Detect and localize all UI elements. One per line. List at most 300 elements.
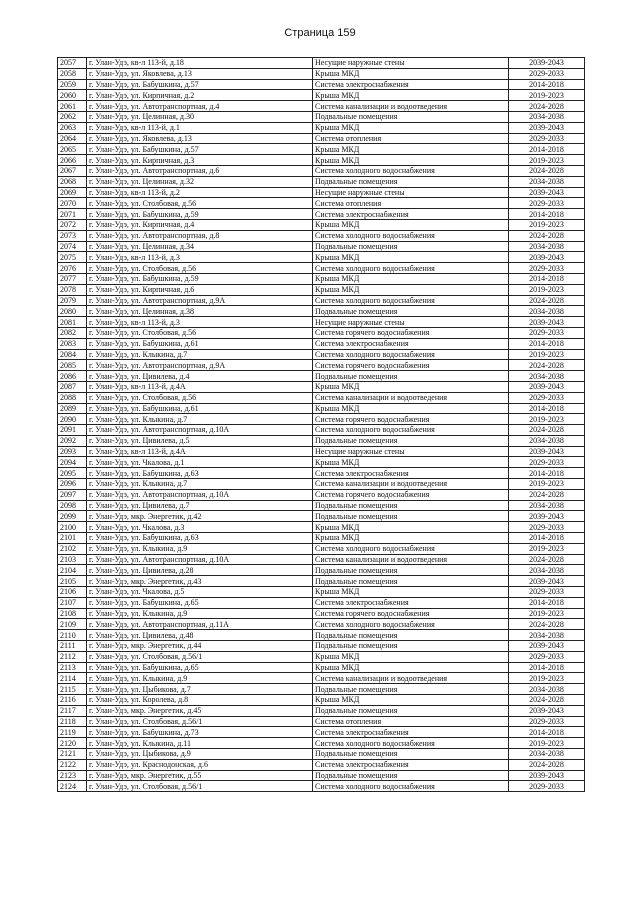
row-number: 2097 [58, 489, 87, 500]
work-type-cell: Крыша МКД [313, 252, 509, 263]
address-cell: г. Улан-Удэ, ул. Автотранспортная, д.4 [87, 101, 313, 112]
period-cell: 2024-2028 [509, 360, 585, 371]
row-number: 2117 [58, 705, 87, 716]
address-cell: г. Улан-Удэ, ул. Чкалова, д.1 [87, 457, 313, 468]
table-row [58, 58, 585, 69]
table-row [58, 317, 585, 328]
work-type-cell: Система отопления [313, 716, 509, 727]
table-row [58, 468, 585, 479]
row-number: 2110 [58, 630, 87, 641]
table-row [58, 327, 585, 338]
work-type-cell: Система холодного водоснабжения [313, 230, 509, 241]
address-cell: г. Улан-Удэ, ул. Автотранспортная, д.8 [87, 230, 313, 241]
row-number: 2066 [58, 155, 87, 166]
work-type-cell: Крыша МКД [313, 219, 509, 230]
period-cell: 2024-2028 [509, 101, 585, 112]
address-cell: г. Улан-Удэ, мкр. Энергетик, д.45 [87, 705, 313, 716]
address-cell: г. Улан-Удэ, ул. Королева, д.8 [87, 695, 313, 706]
work-type-cell: Несущие наружные стены [313, 58, 509, 69]
address-cell: г. Улан-Удэ, ул. Кирпичная, д.4 [87, 219, 313, 230]
row-number: 2086 [58, 371, 87, 382]
period-cell: 2019-2023 [509, 155, 585, 166]
period-cell: 2024-2028 [509, 554, 585, 565]
row-number: 2068 [58, 176, 87, 187]
period-cell: 2039-2043 [509, 252, 585, 263]
period-cell: 2029-2033 [509, 392, 585, 403]
period-cell: 2034-2038 [509, 749, 585, 760]
address-cell: г. Улан-Удэ, ул. Цыбикова, д.7 [87, 684, 313, 695]
work-type-cell: Крыша МКД [313, 457, 509, 468]
table-row [58, 435, 585, 446]
work-type-cell: Система канализации и водоотведения [313, 392, 509, 403]
table-row [58, 273, 585, 284]
table-row [58, 111, 585, 122]
row-number: 2059 [58, 79, 87, 90]
address-cell: г. Улан-Удэ, ул. Цивилева, д.48 [87, 630, 313, 641]
row-number: 2103 [58, 554, 87, 565]
period-cell: 2024-2028 [509, 619, 585, 630]
work-type-cell: Система горячего водоснабжения [313, 608, 509, 619]
period-cell: 2039-2043 [509, 317, 585, 328]
address-cell: г. Улан-Удэ, мкр. Энергетик, д.44 [87, 641, 313, 652]
table-row [58, 662, 585, 673]
period-cell: 2014-2018 [509, 468, 585, 479]
period-cell: 2034-2038 [509, 241, 585, 252]
work-type-cell: Система электроснабжения [313, 759, 509, 770]
period-cell: 2014-2018 [509, 79, 585, 90]
address-cell: г. Улан-Удэ, ул. Цивилева, д.7 [87, 500, 313, 511]
table-row [58, 522, 585, 533]
table-row [58, 165, 585, 176]
row-number: 2081 [58, 317, 87, 328]
address-cell: г. Улан-Удэ, ул. Цивилева, д.5 [87, 435, 313, 446]
work-type-cell: Подвальные помещения [313, 176, 509, 187]
period-cell: 2034-2038 [509, 565, 585, 576]
period-cell: 2029-2033 [509, 327, 585, 338]
row-number: 2076 [58, 263, 87, 274]
period-cell: 2014-2018 [509, 403, 585, 414]
table-row [58, 79, 585, 90]
table-row [58, 716, 585, 727]
table-row [58, 597, 585, 608]
work-type-cell: Подвальные помещения [313, 241, 509, 252]
address-cell: г. Улан-Удэ, ул. Столбовая, д.56/1 [87, 651, 313, 662]
row-number: 2111 [58, 641, 87, 652]
period-cell: 2039-2043 [509, 705, 585, 716]
table-row [58, 295, 585, 306]
work-type-cell: Система электроснабжения [313, 727, 509, 738]
work-type-cell: Крыша МКД [313, 662, 509, 673]
row-number: 2075 [58, 252, 87, 263]
period-cell: 2024-2028 [509, 759, 585, 770]
work-type-cell: Несущие наружные стены [313, 317, 509, 328]
work-type-cell: Крыша МКД [313, 403, 509, 414]
period-cell: 2019-2023 [509, 90, 585, 101]
row-number: 2080 [58, 306, 87, 317]
address-cell: г. Улан-Удэ, ул. Столбовая, д.56 [87, 263, 313, 274]
table-row [58, 338, 585, 349]
work-type-cell: Крыша МКД [313, 155, 509, 166]
address-cell: г. Улан-Удэ, ул. Целинная, д.30 [87, 111, 313, 122]
period-cell: 2019-2023 [509, 608, 585, 619]
row-number: 2123 [58, 770, 87, 781]
table-row [58, 403, 585, 414]
row-number: 2094 [58, 457, 87, 468]
address-cell: г. Улан-Удэ, ул. Автотранспортная, д.10А [87, 489, 313, 500]
row-number: 2121 [58, 749, 87, 760]
address-cell: г. Улан-Удэ, ул. Кирпичная, д.3 [87, 155, 313, 166]
page-title: Страница 159 [284, 27, 356, 39]
work-type-cell: Крыша МКД [313, 284, 509, 295]
row-number: 2099 [58, 511, 87, 522]
row-number: 2107 [58, 597, 87, 608]
period-cell: 2024-2028 [509, 230, 585, 241]
row-number: 2058 [58, 68, 87, 79]
row-number: 2079 [58, 295, 87, 306]
period-cell: 2029-2033 [509, 651, 585, 662]
work-type-cell: Крыша МКД [313, 533, 509, 544]
address-cell: г. Улан-Удэ, мкр. Энергетик, д.43 [87, 576, 313, 587]
row-number: 2067 [58, 165, 87, 176]
address-cell: г. Улан-Удэ, ул. Клыкина, д.7 [87, 414, 313, 425]
table-row [58, 381, 585, 392]
row-number: 2101 [58, 533, 87, 544]
work-type-cell: Подвальные помещения [313, 306, 509, 317]
table-row [58, 479, 585, 490]
address-cell: г. Улан-Удэ, ул. Бабушкина, д.61 [87, 338, 313, 349]
work-type-cell: Подвальные помещения [313, 641, 509, 652]
table-row [58, 68, 585, 79]
period-cell: 2029-2033 [509, 198, 585, 209]
period-cell: 2034-2038 [509, 684, 585, 695]
address-cell: г. Улан-Удэ, ул. Цивилева, д.28 [87, 565, 313, 576]
row-number: 2108 [58, 608, 87, 619]
row-number: 2087 [58, 381, 87, 392]
table-row [58, 684, 585, 695]
address-cell: г. Улан-Удэ, мкр. Энергетик, д.42 [87, 511, 313, 522]
work-type-cell: Крыша МКД [313, 90, 509, 101]
address-cell: г. Улан-Удэ, ул. Клыкина, д.11 [87, 738, 313, 749]
period-cell: 2039-2043 [509, 381, 585, 392]
period-cell: 2034-2038 [509, 630, 585, 641]
address-cell: г. Улан-Удэ, ул. Клыкина, д.7 [87, 479, 313, 490]
period-cell: 2039-2043 [509, 770, 585, 781]
work-type-cell: Система электроснабжения [313, 338, 509, 349]
period-cell: 2039-2043 [509, 58, 585, 69]
table-row [58, 230, 585, 241]
row-number: 2096 [58, 479, 87, 490]
work-type-cell: Подвальные помещения [313, 565, 509, 576]
period-cell: 2019-2023 [509, 349, 585, 360]
period-cell: 2014-2018 [509, 533, 585, 544]
period-cell: 2029-2033 [509, 522, 585, 533]
table-row [58, 101, 585, 112]
work-type-cell: Система канализации и водоотведения [313, 673, 509, 684]
table-row [58, 489, 585, 500]
period-cell: 2019-2023 [509, 414, 585, 425]
table-row [58, 738, 585, 749]
period-cell: 2029-2033 [509, 781, 585, 792]
work-type-cell: Несущие наружные стены [313, 446, 509, 457]
row-number: 2113 [58, 662, 87, 673]
address-cell: г. Улан-Удэ, ул. Клыкина, д.7 [87, 349, 313, 360]
period-cell: 2019-2023 [509, 219, 585, 230]
table-row [58, 371, 585, 382]
period-cell: 2039-2043 [509, 641, 585, 652]
work-type-cell: Система холодного водоснабжения [313, 349, 509, 360]
table-row [58, 630, 585, 641]
work-type-cell: Система холодного водоснабжения [313, 425, 509, 436]
work-type-cell: Система отопления [313, 133, 509, 144]
address-cell: г. Улан-Удэ, ул. Бабушкина, д.57 [87, 144, 313, 155]
period-cell: 2039-2043 [509, 576, 585, 587]
row-number: 2089 [58, 403, 87, 414]
table-row [58, 727, 585, 738]
work-type-cell: Система отопления [313, 198, 509, 209]
address-cell: г. Улан-Удэ, ул. Целинная, д.32 [87, 176, 313, 187]
address-cell: г. Улан-Удэ, ул. Столбовая, д.56 [87, 392, 313, 403]
table-row [58, 187, 585, 198]
row-number: 2065 [58, 144, 87, 155]
row-number: 2064 [58, 133, 87, 144]
address-cell: г. Улан-Удэ, ул. Цыбикова, д.9 [87, 749, 313, 760]
row-number: 2072 [58, 219, 87, 230]
row-number: 2102 [58, 543, 87, 554]
table-row [58, 392, 585, 403]
row-number: 2112 [58, 651, 87, 662]
table-row [58, 457, 585, 468]
table-row [58, 90, 585, 101]
work-type-cell: Система холодного водоснабжения [313, 543, 509, 554]
row-number: 2088 [58, 392, 87, 403]
work-type-cell: Система электроснабжения [313, 597, 509, 608]
work-type-cell: Крыша МКД [313, 273, 509, 284]
work-type-cell: Крыша МКД [313, 144, 509, 155]
work-type-cell: Подвальные помещения [313, 749, 509, 760]
work-type-cell: Подвальные помещения [313, 435, 509, 446]
work-type-cell: Подвальные помещения [313, 371, 509, 382]
address-cell: г. Улан-Удэ, ул. Яковлева, д.13 [87, 68, 313, 79]
period-cell: 2029-2033 [509, 133, 585, 144]
work-type-cell: Подвальные помещения [313, 705, 509, 716]
address-cell: г. Улан-Удэ, ул. Клыкина, д.9 [87, 673, 313, 684]
table-row [58, 749, 585, 760]
work-type-cell: Система горячего водоснабжения [313, 360, 509, 371]
work-type-cell: Подвальные помещения [313, 500, 509, 511]
row-number: 2119 [58, 727, 87, 738]
address-cell: г. Улан-Удэ, ул. Бабушкина, д.65 [87, 662, 313, 673]
address-cell: г. Улан-Удэ, кв-л 113-й, д.4А [87, 446, 313, 457]
table-row [58, 781, 585, 792]
table-row [58, 176, 585, 187]
table-row [58, 511, 585, 522]
address-cell: г. Улан-Удэ, кв-л 113-й, д.3 [87, 252, 313, 263]
address-cell: г. Улан-Удэ, ул. Автотранспортная, д.11А [87, 619, 313, 630]
table-row [58, 306, 585, 317]
table-row [58, 144, 585, 155]
period-cell: 2019-2023 [509, 738, 585, 749]
address-cell: г. Улан-Удэ, ул. Кирпичная, д.2 [87, 90, 313, 101]
address-cell: г. Улан-Удэ, ул. Бабушкина, д.65 [87, 597, 313, 608]
row-number: 2105 [58, 576, 87, 587]
period-cell: 2014-2018 [509, 338, 585, 349]
table-row [58, 651, 585, 662]
work-type-cell: Система канализации и водоотведения [313, 479, 509, 490]
period-cell: 2029-2033 [509, 68, 585, 79]
address-cell: г. Улан-Удэ, ул. Столбовая, д.56 [87, 327, 313, 338]
row-number: 2070 [58, 198, 87, 209]
row-number: 2109 [58, 619, 87, 630]
row-number: 2060 [58, 90, 87, 101]
table-row [58, 425, 585, 436]
work-type-cell: Система горячего водоснабжения [313, 414, 509, 425]
table-row [58, 554, 585, 565]
row-number: 2069 [58, 187, 87, 198]
work-type-cell: Подвальные помещения [313, 576, 509, 587]
address-cell: г. Улан-Удэ, ул. Автотранспортная, д.10А [87, 554, 313, 565]
table-row [58, 695, 585, 706]
table-row [58, 446, 585, 457]
row-number: 2120 [58, 738, 87, 749]
table-row [58, 770, 585, 781]
period-cell: 2019-2023 [509, 673, 585, 684]
table-row [58, 576, 585, 587]
table-row [58, 543, 585, 554]
row-number: 2092 [58, 435, 87, 446]
work-type-cell: Система холодного водоснабжения [313, 295, 509, 306]
row-number: 2124 [58, 781, 87, 792]
address-cell: г. Улан-Удэ, ул. Бабушкина, д.57 [87, 79, 313, 90]
work-type-cell: Система холодного водоснабжения [313, 165, 509, 176]
table-row [58, 533, 585, 544]
row-number: 2078 [58, 284, 87, 295]
address-cell: г. Улан-Удэ, кв-л 113-й, д.4А [87, 381, 313, 392]
row-number: 2116 [58, 695, 87, 706]
row-number: 2085 [58, 360, 87, 371]
work-type-cell: Система горячего водоснабжения [313, 489, 509, 500]
period-cell: 2024-2028 [509, 165, 585, 176]
row-number: 2106 [58, 587, 87, 598]
address-cell: г. Улан-Удэ, ул. Цивилева, д.4 [87, 371, 313, 382]
period-cell: 2019-2023 [509, 284, 585, 295]
address-cell: г. Улан-Удэ, кв-л 113-й, д.18 [87, 58, 313, 69]
address-cell: г. Улан-Удэ, ул. Столбовая, д.56/1 [87, 716, 313, 727]
row-number: 2057 [58, 58, 87, 69]
row-number: 2093 [58, 446, 87, 457]
address-cell: г. Улан-Удэ, ул. Столбовая, д.56 [87, 198, 313, 209]
work-type-cell: Несущие наружные стены [313, 187, 509, 198]
row-number: 2090 [58, 414, 87, 425]
row-number: 2098 [58, 500, 87, 511]
repair-schedule-table [57, 57, 585, 792]
work-type-cell: Система электроснабжения [313, 209, 509, 220]
table-row [58, 241, 585, 252]
period-cell: 2039-2043 [509, 122, 585, 133]
work-type-cell: Крыша МКД [313, 587, 509, 598]
table-row [58, 133, 585, 144]
work-type-cell: Система электроснабжения [313, 79, 509, 90]
row-number: 2091 [58, 425, 87, 436]
row-number: 2104 [58, 565, 87, 576]
work-type-cell: Подвальные помещения [313, 111, 509, 122]
address-cell: г. Улан-Удэ, ул. Автотранспортная, д.6 [87, 165, 313, 176]
row-number: 2071 [58, 209, 87, 220]
work-type-cell: Система холодного водоснабжения [313, 781, 509, 792]
work-type-cell: Система холодного водоснабжения [313, 738, 509, 749]
table-row [58, 209, 585, 220]
table-row [58, 349, 585, 360]
address-cell: г. Улан-Удэ, ул. Бабушкина, д.73 [87, 727, 313, 738]
table-row [58, 619, 585, 630]
period-cell: 2024-2028 [509, 295, 585, 306]
period-cell: 2034-2038 [509, 111, 585, 122]
period-cell: 2034-2038 [509, 306, 585, 317]
work-type-cell: Крыша МКД [313, 695, 509, 706]
table-row [58, 705, 585, 716]
address-cell: г. Улан-Удэ, ул. Бабушкина, д.59 [87, 273, 313, 284]
row-number: 2083 [58, 338, 87, 349]
table-row [58, 587, 585, 598]
period-cell: 2029-2033 [509, 716, 585, 727]
table-row [58, 122, 585, 133]
table-row [58, 608, 585, 619]
period-cell: 2024-2028 [509, 695, 585, 706]
period-cell: 2029-2033 [509, 263, 585, 274]
row-number: 2073 [58, 230, 87, 241]
address-cell: г. Улан-Удэ, ул. Целинная, д.34 [87, 241, 313, 252]
table-row [58, 759, 585, 770]
work-type-cell: Подвальные помещения [313, 511, 509, 522]
address-cell: г. Улан-Удэ, ул. Яковлева, д.13 [87, 133, 313, 144]
table-row [58, 360, 585, 371]
table-row [58, 219, 585, 230]
table-row [58, 284, 585, 295]
address-cell: г. Улан-Удэ, ул. Бабушкина, д.63 [87, 533, 313, 544]
period-cell: 2014-2018 [509, 209, 585, 220]
row-number: 2082 [58, 327, 87, 338]
period-cell: 2034-2038 [509, 176, 585, 187]
table-row [58, 155, 585, 166]
period-cell: 2014-2018 [509, 727, 585, 738]
row-number: 2095 [58, 468, 87, 479]
work-type-cell: Подвальные помещения [313, 770, 509, 781]
period-cell: 2029-2033 [509, 457, 585, 468]
row-number: 2077 [58, 273, 87, 284]
row-number: 2061 [58, 101, 87, 112]
work-type-cell: Крыша МКД [313, 522, 509, 533]
address-cell: г. Улан-Удэ, ул. Целинная, д.38 [87, 306, 313, 317]
address-cell: г. Улан-Удэ, ул. Бабушкина, д.59 [87, 209, 313, 220]
address-cell: г. Улан-Удэ, ул. Бабушкина, д.61 [87, 403, 313, 414]
table-row [58, 500, 585, 511]
address-cell: г. Улан-Удэ, ул. Чкалова, д.3 [87, 522, 313, 533]
address-cell: г. Улан-Удэ, ул. Клыкина, д.9 [87, 608, 313, 619]
table-row [58, 414, 585, 425]
row-number: 2062 [58, 111, 87, 122]
work-type-cell: Подвальные помещения [313, 630, 509, 641]
period-cell: 2029-2033 [509, 587, 585, 598]
row-number: 2100 [58, 522, 87, 533]
address-cell: г. Улан-Удэ, ул. Автотранспортная, д.9А [87, 360, 313, 371]
row-number: 2063 [58, 122, 87, 133]
period-cell: 2039-2043 [509, 187, 585, 198]
table-row [58, 198, 585, 209]
address-cell: г. Улан-Удэ, ул. Автотранспортная, д.10А [87, 425, 313, 436]
work-type-cell: Крыша МКД [313, 381, 509, 392]
work-type-cell: Крыша МКД [313, 68, 509, 79]
period-cell: 2019-2023 [509, 543, 585, 554]
row-number: 2118 [58, 716, 87, 727]
